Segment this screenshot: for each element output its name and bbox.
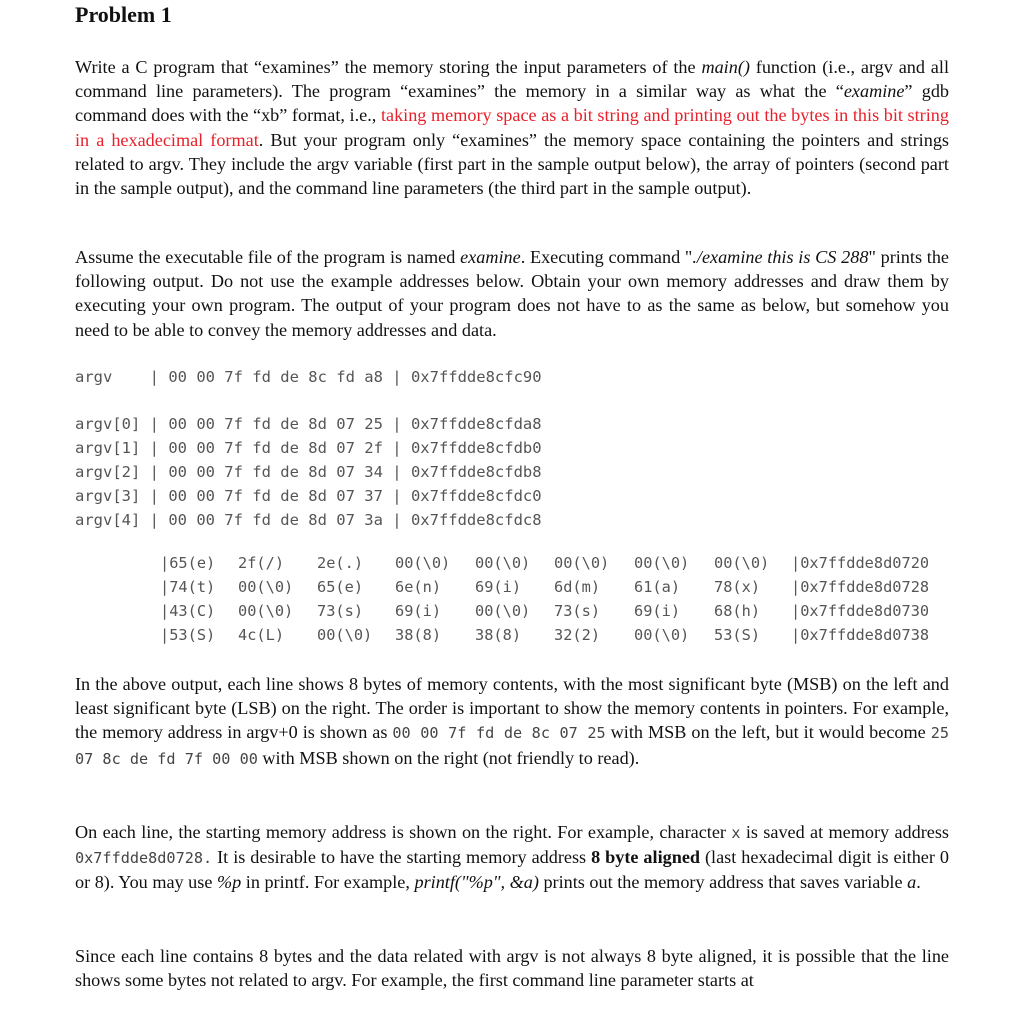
memory-byte: 69(i) — [395, 602, 442, 620]
text: ” gdb command does with the “xb” format, i.e., — [75, 81, 950, 126]
memory-grid-row — [0, 554, 1010, 578]
inline-code: x — [731, 824, 741, 842]
text: function (i.e., argv and all command line parameters). The program “examines” the memory in a similar way as what the “ — [75, 57, 949, 102]
memory-grid-row — [0, 578, 1010, 602]
inline-code: 0x7ffdde8d0728. — [75, 849, 213, 868]
bold-text: 8 byte aligned — [591, 847, 701, 868]
examine-word: examine — [843, 81, 905, 102]
executable-name: examine — [460, 247, 521, 267]
memory-byte: 00(\0) — [238, 602, 294, 620]
memory-byte: 00(\0) — [475, 554, 531, 572]
memory-byte: 38(8) — [475, 626, 522, 644]
text: with MSB on the left, but it would become — [605, 722, 931, 743]
memory-byte: 2e(.) — [317, 554, 364, 572]
format-specifier: %p — [216, 872, 242, 893]
memory-address: |0x7ffdde8d0730 — [791, 602, 930, 620]
memory-byte: 68(h) — [714, 602, 761, 620]
text: " prints the following output. Do not use the example addresses below. Obtain your own memory addresses and draw them by executing your own program. The output of your program does not have to as the same as below, but somehow you need to be able to convey the memory addresses and data. — [75, 247, 949, 340]
text: . — [916, 872, 921, 893]
memory-byte: 69(i) — [475, 578, 522, 596]
paragraph-address-alignment — [75, 820, 949, 895]
example-command: ./examine this is CS 288 — [692, 247, 869, 267]
memory-byte: 00(\0) — [475, 602, 531, 620]
text: Assume the executable file of the program is named — [75, 247, 461, 267]
memory-address: |0x7ffdde8d0738 — [791, 626, 930, 644]
memory-byte: 00(\0) — [634, 626, 690, 644]
memory-grid-row — [0, 602, 1010, 626]
main-function-name: main() — [701, 57, 750, 77]
memory-byte: 73(s) — [554, 602, 601, 620]
text: prints out the memory address that saves variable — [538, 872, 908, 893]
argv-element-line: argv[1] | 00 00 7f fd de 8d 07 2f | 0x7ffdde8cfdb0 — [75, 439, 542, 457]
memory-byte: |43(C) — [160, 602, 216, 620]
memory-byte: 4c(L) — [238, 626, 285, 644]
memory-byte: 38(8) — [395, 626, 442, 644]
text: It is desirable to have the starting memory address — [212, 847, 592, 868]
text: with MSB shown on the right (not friendly to read). — [257, 747, 640, 768]
inline-code: 25 07 8c de fd 7f 00 00 — [75, 724, 949, 768]
highlighted-text: taking memory space as a bit string and printing out the bytes in this bit string in a hexadecimal format — [75, 105, 949, 150]
paragraph-alignment-note: Since each line contains 8 bytes and the data related with argv is not always 8 byte aligned, it is possible that the line shows some bytes not related to argv. For example, the first command line parameter starts at — [75, 946, 949, 991]
argv-element-line: argv[2] | 00 00 7f fd de 8d 07 34 | 0x7ffdde8cfdb8 — [75, 463, 542, 481]
text: (last hexadecimal digit is either 0 or 8). You may use — [75, 847, 949, 893]
memory-byte: 00(\0) — [238, 578, 294, 596]
memory-byte: 78(x) — [714, 578, 761, 596]
memory-byte: 2f(/) — [238, 554, 285, 572]
memory-address: |0x7ffdde8d0728 — [791, 578, 930, 596]
text: Write a C program that “examines” the memory storing the input parameters of the — [75, 57, 702, 77]
text: . But your program only “examines” the memory space containing the pointers and strings related to argv. They include the argv variable (first part in the sample output below), the array of pointers (second part in the sample output), and the command line parameters (the third part in the sample output). — [75, 129, 949, 199]
text: is saved at memory address — [740, 822, 949, 842]
memory-byte: 00(\0) — [395, 554, 451, 572]
text: in printf. For example, — [241, 872, 415, 893]
memory-byte: 73(s) — [317, 602, 364, 620]
memory-byte: 61(a) — [634, 578, 681, 596]
memory-byte: 6e(n) — [395, 578, 442, 596]
variable-name: a — [907, 872, 917, 893]
text: On each line, the starting memory address is shown on the right. For example, character — [75, 822, 732, 842]
paragraph-byte-order — [75, 672, 949, 771]
text: In the above output, each line shows 8 bytes of memory contents, with the most significant byte (MSB) on the left and least significant byte (LSB) on the right. The order is important to show the memory contents in pointers. For example, the memory address in argv+0 is shown as — [75, 674, 949, 743]
memory-byte: 65(e) — [317, 578, 364, 596]
paragraph-assumption — [75, 245, 949, 342]
memory-byte: 53(S) — [714, 626, 761, 644]
memory-byte: |74(t) — [160, 578, 216, 596]
memory-byte: 00(\0) — [634, 554, 690, 572]
memory-byte: 00(\0) — [317, 626, 373, 644]
argv-element-line: argv[4] | 00 00 7f fd de 8d 07 3a | 0x7ffdde8cfdc8 — [75, 511, 542, 529]
memory-byte: 32(2) — [554, 626, 601, 644]
argv-element-line: argv[0] | 00 00 7f fd de 8d 07 25 | 0x7ffdde8cfda8 — [75, 415, 542, 433]
memory-byte: 00(\0) — [714, 554, 770, 572]
memory-grid-row — [0, 626, 1010, 650]
memory-byte: 6d(m) — [554, 578, 601, 596]
memory-byte: |53(S) — [160, 626, 216, 644]
memory-byte: |65(e) — [160, 554, 216, 572]
argv-output-line: argv | 00 00 7f fd de 8c fd a8 | 0x7ffdde8cfc90 — [75, 368, 542, 386]
argv-element-line: argv[3] | 00 00 7f fd de 8d 07 37 | 0x7ffdde8cfdc0 — [75, 487, 542, 505]
problem-title: Problem 1 — [75, 2, 172, 27]
printf-example: printf("%p", &a) — [414, 872, 539, 893]
text: . Executing command " — [520, 247, 693, 267]
memory-address: |0x7ffdde8d0720 — [791, 554, 930, 572]
memory-byte: 69(i) — [634, 602, 681, 620]
paragraph-task-description — [75, 55, 949, 200]
inline-code: 00 00 7f fd de 8c 07 25 — [392, 724, 606, 743]
memory-byte: 00(\0) — [554, 554, 610, 572]
